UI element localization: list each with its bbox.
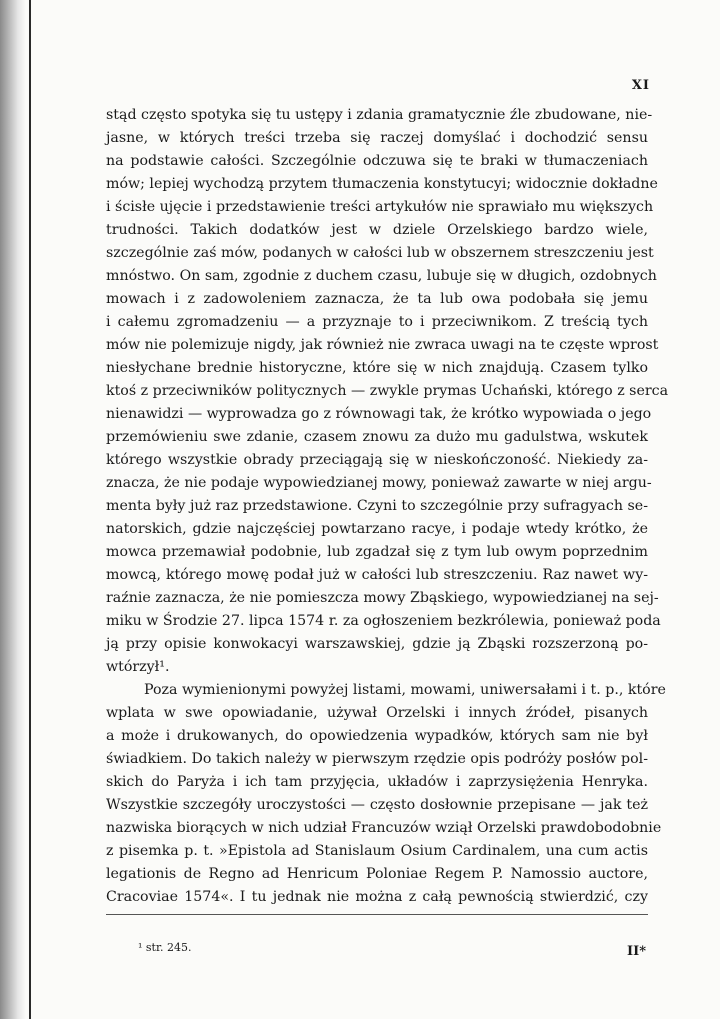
text-line: skich do Paryża i ich tam przyjęcia, układów i zaprzysiężenia Henryka. [106, 774, 648, 790]
text-line: mowach i z zadowoleniem zaznacza, że ta lub owa podobała się jemu [106, 291, 648, 307]
footnote: ¹ str. 245. [138, 941, 192, 954]
text-line: Wszystkie szczegóły uroczystości — często dosłownie przepisane — jak też [106, 797, 648, 813]
paragraph-1 [106, 104, 669, 679]
text-line: na podstawie całości. Szczególnie odczuwa się te braki w tłumaczeniach [106, 153, 648, 169]
text-line: z pisemka p. t. »Epistola ad Stanislaum Osium Cardinalem, una cum actis [106, 843, 648, 859]
text-line: mów nie polemizuje nigdy, jak również nie zwraca uwagi na te częste wprost [106, 337, 659, 353]
text-line: trudności. Takich dodatków jest w dziele Orzelskiego bardzo wiele, [106, 222, 648, 238]
text-line: i ścisłe ujęcie i przedstawienie treści artykułów nie sprawiało mu większych [106, 199, 654, 215]
signature-mark: II* [627, 944, 646, 959]
text-line: jasne, w których treści trzeba się raczej domyślać i dochodzić sensu [106, 130, 648, 146]
text-line: którego wszystkie obrady przeciągają się w nieskończoność. Niekiedy za- [106, 452, 648, 468]
text-line: wtórzył¹. [106, 659, 170, 675]
text-line: miku w Środzie 27. lipca 1574 r. za ogłoszeniem bezkrólewia, ponieważ poda [106, 613, 661, 629]
text-line: niesłychane brednie historyczne, które się w nich znajdują. Czasem tylko [106, 360, 648, 376]
body-text [106, 104, 669, 909]
text-line: mowca przemawiał podobnie, lub zgadzał się z tym lub owym poprzednim [106, 544, 648, 560]
text-line: legationis de Regno ad Henricum Poloniae Regem P. Namossio auctore, [106, 866, 648, 882]
paragraph-2 [106, 679, 666, 909]
page-edge-line [29, 0, 31, 1019]
text-line: nazwiska biorących w nich udział Francuzów wziął Orzelski prawdobodobnie [106, 820, 662, 836]
text-line: szczególnie zaś mów, podanych w całości lub w obszernem streszczeniu jest [106, 245, 654, 261]
text-line: ktoś z przeciwników politycznych — zwykle prymas Uchański, którego z serca [106, 383, 669, 399]
text-line: ją przy opisie konwokacyi warszawskiej, gdzie ją Zbąski rozszerzoną po- [106, 636, 648, 652]
text-line: stąd często spotyka się tu ustępy i zdania gramatycznie źle zbudowane, nie- [106, 107, 653, 123]
text-line: wplata w swe opowiadanie, używał Orzelski i innych źródeł, pisanych [106, 705, 648, 721]
text-line: i całemu zgromadzeniu — a przyznaje to i przeciwnikom. Z treścią tych [106, 314, 648, 330]
text-line: menta były już raz przedstawione. Czyni to szczególnie przy sufragyach se- [106, 498, 648, 514]
text-line: a może i drukowanych, do opowiedzenia wypadków, których sam nie był [106, 728, 648, 744]
text-line: przemówieniu swe zdanie, czasem znowu za dużo mu gadulstwa, wskutek [106, 429, 648, 445]
footnote-rule [106, 914, 648, 915]
text-line: mowcą, którego mowę podał już w całości lub streszczeniu. Raz nawet wy- [106, 567, 648, 583]
text-line: raźnie zaznacza, że nie pomieszcza mowy Zbąskiego, wypowiedzianej na sej- [106, 590, 659, 606]
text-line: znacza, że nie podaje wypowiedzianej mowy, ponieważ zawarte w niej argu- [106, 475, 652, 491]
text-line: nienawidzi — wyprowadza go z równowagi tak, że krótko wypowiada o jego [106, 406, 652, 422]
text-line: mów; lepiej wychodzą przytem tłumaczenia konstytucyi; widocznie dokładne [106, 176, 658, 192]
text-line: natorskich, gdzie najczęściej powtarzano racye, i podaje wtedy krótko, że [106, 521, 648, 537]
text-line: mnóstwo. On sam, zgodnie z duchem czasu, lubuje się w długich, ozdobnych [106, 268, 657, 284]
text-line: świadkiem. Do takich należy w pierwszym rzędzie opis podróży posłów pol- [106, 751, 648, 767]
text-line: Poza wymienionymi powyżej listami, mowami, uniwersałami i t. p., które [144, 682, 666, 698]
text-line: Cracoviae 1574«. I tu jednak nie można z całą pewnością stwierdzić, czy [106, 889, 648, 905]
book-spine-shadow [0, 0, 26, 1019]
page-number: XI [631, 78, 650, 93]
